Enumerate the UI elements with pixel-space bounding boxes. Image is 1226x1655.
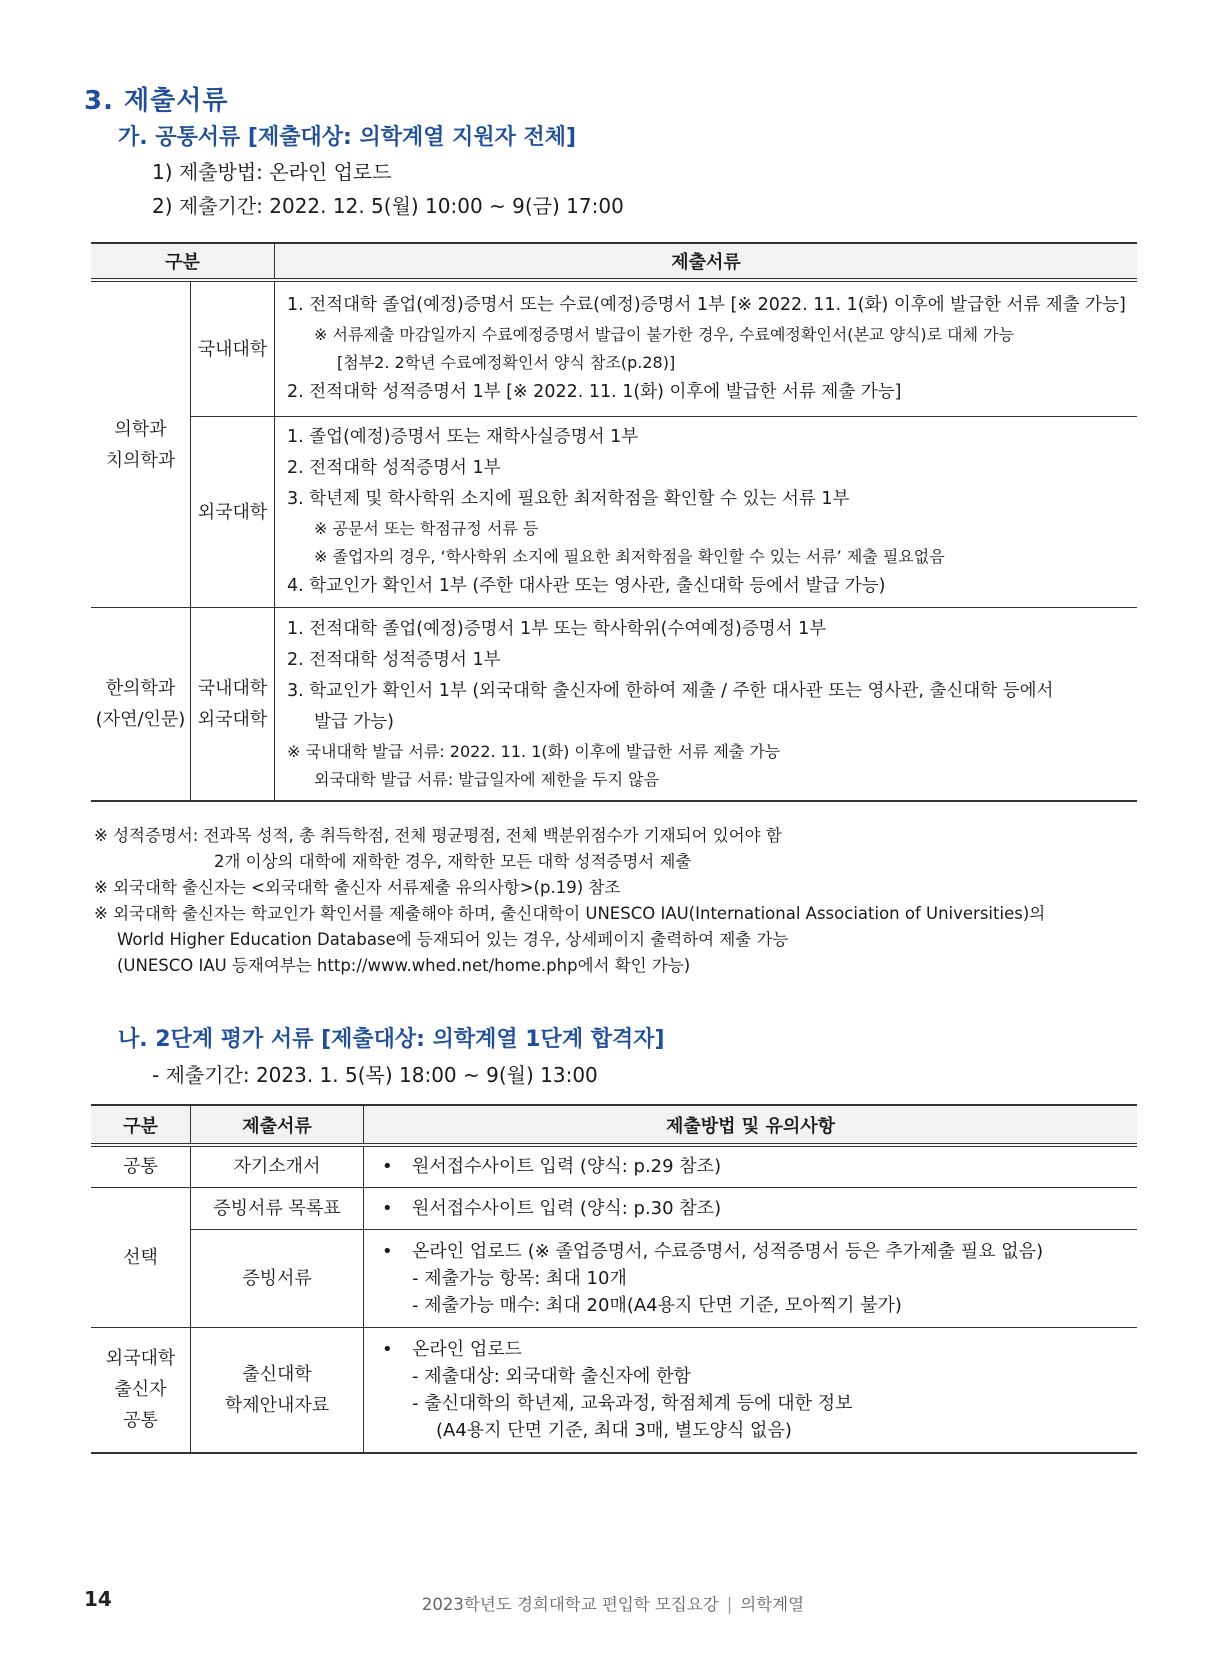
essay-desc-text: 원서접수사이트 입력 (양식: p.29 참조) xyxy=(412,1156,722,1178)
list-item: 3. 학교인가 확인서 1부 (외국대학 출신자에 한하여 제출 / 주한 대사관 또는 영사관, 출신대학 등에서 xyxy=(287,681,1054,701)
list-item: 2. 전적대학 성적증명서 1부 [※ 2022. 11. 1(화) 이후에 발급한 서류 제출 가능] xyxy=(287,382,902,402)
submission-period: 2) 제출기간: 2022. 12. 5(월) 10:00 ~ 9(금) 17:00 xyxy=(152,194,624,218)
foreign-label: 외국대학 xyxy=(191,417,275,608)
footer-title: 2023학년도 경희대학교 편입학 모집요강 xyxy=(421,1595,719,1614)
list-item: ※ 서류제출 마감일까지 수료예정증명서 발급이 불가한 경우, 수료예정확인서(본교 양식)로 대체 가능 xyxy=(314,325,1015,344)
stage2-period: - 제출기간: 2023. 1. 5(목) 18:00 ~ 9(월) 13:00 xyxy=(152,1063,598,1087)
list-item: ※ 공문서 또는 학점규정 서류 등 xyxy=(314,519,539,538)
table-header-method: 제출방법 및 유의사항 xyxy=(364,1105,1138,1145)
foreign-doc-desc-text: 온라인 업로드 xyxy=(412,1338,523,1360)
notes-block xyxy=(94,823,1045,979)
list-item: 발급 가능) xyxy=(314,712,395,732)
essay-label: 자기소개서 xyxy=(191,1145,364,1187)
subsection-a-title: 가. 공통서류 [제출대상: 의학계열 지원자 전체] xyxy=(118,125,577,150)
bullet: • xyxy=(382,1197,393,1219)
note-line: World Higher Education Database에 등재되어 있는 경우, 상세페이지 출력하여 제출 가능 xyxy=(117,930,789,949)
evidence-desc-text: 온라인 업로드 (※ 졸업증명서, 수료증명서, 성적증명서 등은 추가제출 필요 없음) xyxy=(412,1240,1044,1262)
list-item: - 제출가능 항목: 최대 10개 xyxy=(412,1267,627,1289)
row-foreign-label xyxy=(91,1327,191,1453)
domestic-docs xyxy=(275,280,1138,417)
note-line: (UNESCO IAU 등재여부는 http://www.whed.net/home.php에서 확인 가능) xyxy=(117,956,691,975)
list-item: - 출신대학의 학년제, 교육과정, 학점체계 등에 대한 정보 xyxy=(412,1392,853,1414)
row-foreign-label-text: 외국대학 출신자 공통 xyxy=(105,1348,176,1431)
submission-method: 1) 제출방법: 온라인 업로드 xyxy=(152,160,392,184)
list-item: 1. 졸업(예정)증명서 또는 재학사실증명서 1부 xyxy=(287,427,639,447)
evidence-list-desc xyxy=(364,1187,1138,1229)
evidence-list-label: 증빙서류 목록표 xyxy=(191,1187,364,1229)
bullet: • xyxy=(382,1156,393,1178)
note-line: ※ 외국대학 출신자는 학교인가 확인서를 제출해야 하며, 출신대학이 UNESCO IAU(International Association of Universities)의 xyxy=(94,904,1046,923)
list-item: (A4용지 단면 기준, 최대 3매, 별도양식 없음) xyxy=(436,1419,792,1441)
list-item: 1. 전적대학 졸업(예정)증명서 1부 또는 학사학위(수여예정)증명서 1부 xyxy=(287,619,827,639)
list-item: 2. 전적대학 성적증명서 1부 xyxy=(287,650,501,670)
note-line: ※ 성적증명서: 전과목 성적, 총 취득학점, 전체 평균평점, 전체 백분위점수가 기재되어 있어야 함 xyxy=(94,826,782,845)
note-line: 2개 이상의 대학에 재학한 경우, 재학한 모든 대학 성적증명서 제출 xyxy=(214,852,692,871)
domestic-label: 국내대학 xyxy=(191,280,275,417)
footer-separator: | xyxy=(726,1595,733,1614)
evidence-list-desc-text: 원서접수사이트 입력 (양식: p.30 참조) xyxy=(412,1197,722,1219)
page-number: 14 xyxy=(84,1587,112,1611)
common-documents-table xyxy=(91,242,1137,802)
section-title: 3. 제출서류 xyxy=(84,86,229,116)
note-line: ※ 외국대학 출신자는 <외국대학 출신자 서류제출 유의사항>(p.19) 참조 xyxy=(94,878,621,897)
foreign-doc-label-text: 출신대학 학제안내자료 xyxy=(224,1363,330,1416)
table-header-documents: 제출서류 xyxy=(275,243,1138,280)
foreign-doc-desc xyxy=(364,1327,1138,1453)
both-label xyxy=(191,608,275,802)
list-item: - 제출대상: 외국대학 출신자에 한함 xyxy=(412,1365,691,1387)
table-header-documents: 제출서류 xyxy=(191,1105,364,1145)
group-medicine xyxy=(91,280,191,608)
row-select-label: 선택 xyxy=(91,1187,191,1327)
list-item: 외국대학 발급 서류: 발급일자에 제한을 두지 않음 xyxy=(314,770,660,789)
list-item: 1. 전적대학 졸업(예정)증명서 또는 수료(예정)증명서 1부 [※ 2022. 11. 1(화) 이후에 발급한 서류 제출 가능] xyxy=(287,295,1126,315)
foreign-docs xyxy=(275,417,1138,608)
bullet: • xyxy=(382,1338,393,1360)
row-common-label: 공통 xyxy=(91,1145,191,1187)
subsection-b-title: 나. 2단계 평가 서류 [제출대상: 의학계열 1단계 합격자] xyxy=(118,1027,665,1052)
bullet: • xyxy=(382,1240,393,1262)
evidence-label: 증빙서류 xyxy=(191,1229,364,1327)
list-item: 4. 학교인가 확인서 1부 (주한 대사관 또는 영사관, 출신대학 등에서 발급 가능) xyxy=(287,576,886,596)
group-medicine-label: 의학과 치의학과 xyxy=(105,418,176,471)
group-korean-medicine xyxy=(91,608,191,802)
list-item: 3. 학년제 및 학사학위 소지에 필요한 최저학점을 확인할 수 있는 서류 1부 xyxy=(287,489,850,509)
korean-medicine-docs xyxy=(275,608,1138,802)
list-item: [첨부2. 2학년 수료예정확인서 양식 참조(p.28)] xyxy=(337,353,676,372)
foreign-doc-label xyxy=(191,1327,364,1453)
footer-category: 의학계열 xyxy=(740,1595,805,1614)
list-item: ※ 국내대학 발급 서류: 2022. 11. 1(화) 이후에 발급한 서류 제출 가능 xyxy=(287,742,781,761)
table-header-category: 구분 xyxy=(91,243,275,280)
stage2-documents-table xyxy=(91,1104,1137,1454)
evidence-desc xyxy=(364,1229,1138,1327)
table-header-category: 구분 xyxy=(91,1105,191,1145)
footer xyxy=(0,1591,1226,1615)
list-item: 2. 전적대학 성적증명서 1부 xyxy=(287,458,501,478)
group-korean-medicine-label: 한의학과 (자연/인문) xyxy=(95,678,186,730)
both-label-text: 국내대학 외국대학 xyxy=(197,678,268,730)
list-item: ※ 졸업자의 경우, ‘학사학위 소지에 필요한 최저학점을 확인할 수 있는 서류’ 제출 필요없음 xyxy=(314,547,945,566)
essay-desc xyxy=(364,1145,1138,1187)
list-item: - 제출가능 매수: 최대 20매(A4용지 단면 기준, 모아찍기 불가) xyxy=(412,1294,902,1316)
